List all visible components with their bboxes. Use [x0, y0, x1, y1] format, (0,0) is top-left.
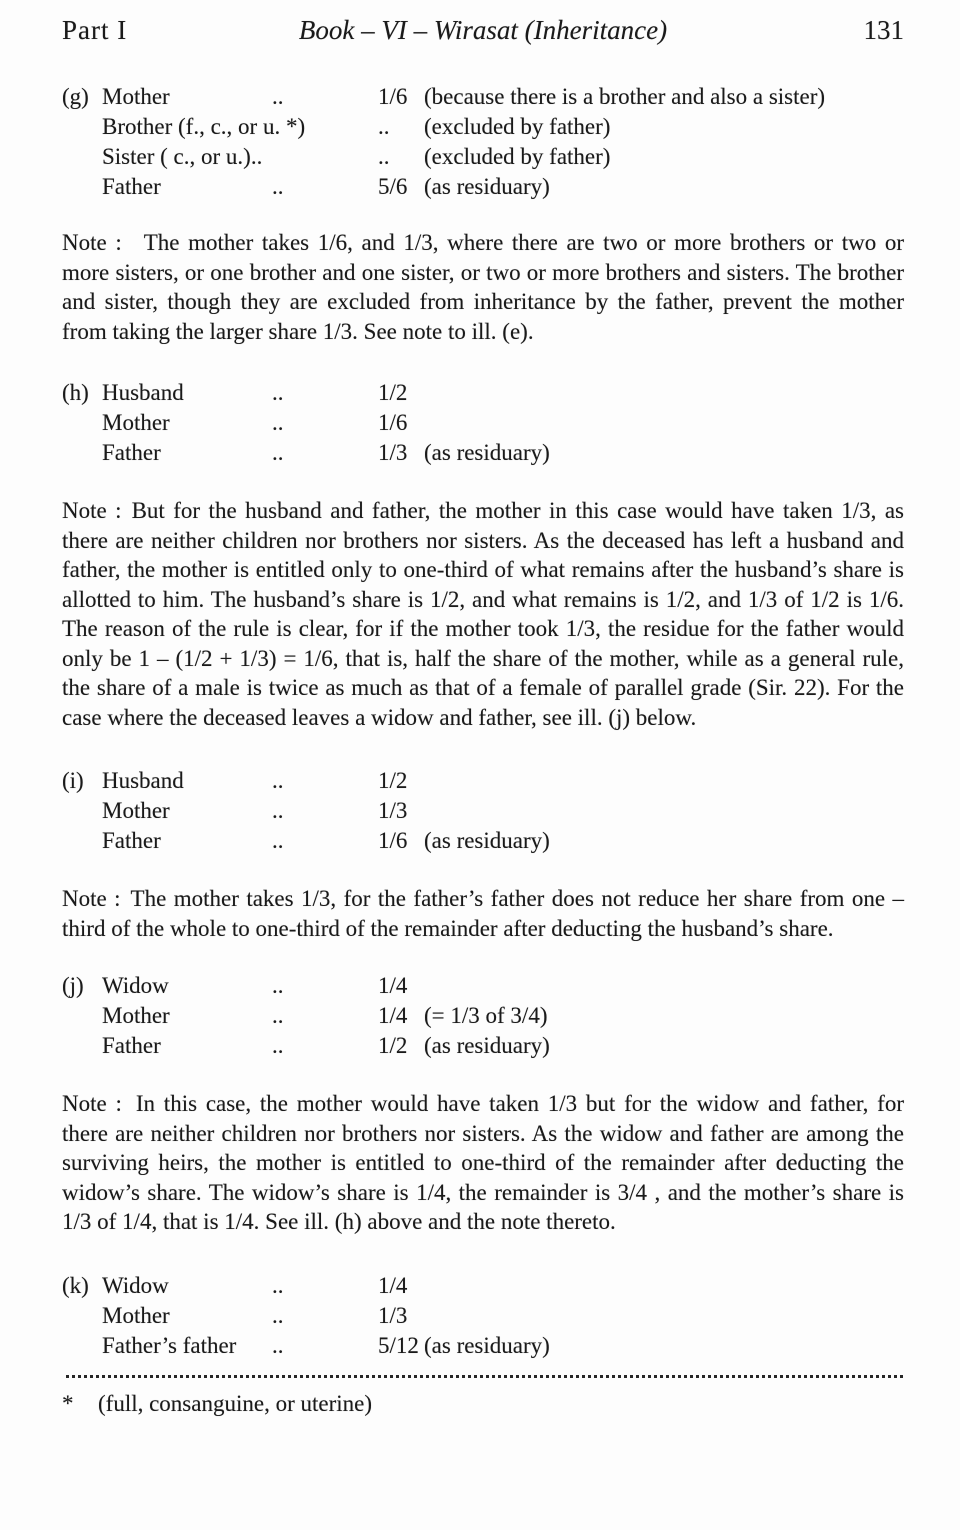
asterisk-marker: *: [62, 1390, 74, 1416]
spacer: [62, 408, 102, 438]
share-note: (as residuary): [424, 828, 550, 853]
share-note: [424, 1271, 904, 1301]
spacer: [62, 1331, 102, 1361]
table-row: [62, 1331, 904, 1361]
leader-dots: ..: [272, 1332, 284, 1358]
share-fraction: 1/6: [378, 828, 408, 853]
table-row: [62, 142, 904, 172]
share-note: [424, 796, 904, 826]
table-row: [62, 112, 904, 142]
share-note: [424, 971, 904, 1001]
leader-dots: ..: [272, 174, 284, 199]
note-label: Note :: [62, 886, 121, 911]
heir-name: Widow: [102, 973, 169, 998]
share-fraction: ..: [378, 114, 390, 139]
footnote-separator: [66, 1375, 904, 1378]
note-label: Note :: [62, 498, 122, 523]
share-fraction: 1/4: [378, 973, 408, 998]
spacer: [62, 1001, 102, 1031]
share-note: (as residuary): [424, 174, 550, 199]
heir-name: Widow: [102, 1272, 169, 1298]
heir-name: Mother: [102, 410, 170, 435]
heir-name: Mother: [102, 84, 170, 109]
note-paragraph: [62, 884, 904, 943]
share-note: (as residuary): [424, 440, 550, 465]
item-letter: (j): [62, 973, 84, 998]
share-fraction: 1/6: [378, 410, 408, 435]
spacer: [62, 438, 102, 468]
spacer: [62, 796, 102, 826]
note-paragraph: [62, 496, 904, 732]
note-text: But for the husband and father, the mother in this case would have taken 1/3, as there are neither children nor brothers nor sisters. As the deceased has left a husband and father, the mother is entitled only to one-third of what remains after the husband’s share is allotted to him. The husband’s share is 1/2, and what remains is 1/2, and 1/3 of 1/2 is 1/6. The reason of the rule is clear, for if the mother took 1/3, the residue for the father would only be 1 – (1/2 + 1/3) = 1/6, that is, half the share of the mother, while as a general rule, the share of a male is twice as much as that of a female of parallel grade (Sir. 22). For the case where the deceased leaves a widow and father, see ill. (j) below.: [62, 498, 905, 730]
leader-dots: ..: [272, 798, 284, 823]
table-row: [62, 1271, 904, 1301]
share-table-g: [62, 82, 904, 202]
note-label: Note :: [62, 1091, 122, 1116]
table-row: [62, 1001, 904, 1031]
leader-dots: ..: [272, 440, 284, 465]
share-fraction: 5/12: [378, 1332, 419, 1358]
heir-name: Father: [102, 440, 161, 465]
share-note: (as residuary): [424, 1033, 550, 1058]
spacer: [62, 826, 102, 856]
share-fraction: ..: [378, 144, 390, 169]
leader-dots: ..: [272, 84, 284, 109]
leader-dots: [272, 142, 378, 172]
page-number: 131: [863, 15, 904, 45]
table-row: [62, 1031, 904, 1061]
share-note: (excluded by father): [424, 144, 611, 169]
leader-dots: ..: [272, 1302, 284, 1328]
item-letter: (k): [62, 1272, 89, 1298]
page-header: [62, 14, 904, 46]
share-note: [424, 378, 904, 408]
share-fraction: 1/2: [378, 380, 408, 405]
table-row: [62, 796, 904, 826]
note-text: The mother takes 1/6, and 1/3, where there are two or more brothers or two or more sisters, or one brother and one sister, or two or more brothers and sisters. The brother and sister, though they are excluded from inheritance by the father, prevent the mother from taking the larger share 1/3. See note to ill. (e).: [62, 230, 904, 344]
note-paragraph: [62, 1089, 904, 1237]
share-note: [424, 408, 904, 438]
leader-dots: ..: [272, 973, 284, 998]
share-note: (because there is a brother and also a sister): [424, 84, 826, 109]
footnote: [62, 1389, 904, 1419]
heir-name: Sister ( c., or u.)..: [102, 144, 263, 169]
item-letter: (g): [62, 84, 89, 109]
share-note: (= 1/3 of 3/4): [424, 1003, 548, 1028]
heir-name: Brother (f., c., or u. *): [102, 114, 306, 139]
heir-name: Mother: [102, 1302, 170, 1328]
spacer: [62, 142, 102, 172]
spacer: [62, 112, 102, 142]
heir-name: Father: [102, 174, 161, 199]
leader-dots: [272, 112, 378, 142]
share-table-j: [62, 971, 904, 1061]
table-row: [62, 1301, 904, 1331]
heir-name: Father’s father: [102, 1332, 237, 1358]
share-table-k: [62, 1271, 904, 1361]
leader-dots: ..: [272, 1272, 284, 1298]
note-text: In this case, the mother would have taken 1/3 but for the widow and father, for there are neither children nor brothers nor sisters. As the widow and father are among the surviving heirs, the mother is entitled to one-third of the remainder after deducting the widow’s share. The widow’s share is 1/4, the remainder is 3/4 , and the mother’s share is 1/3 of 1/4, that is 1/4. See ill. (h) above and the note thereto.: [62, 1091, 904, 1234]
spacer: [62, 1301, 102, 1331]
share-fraction: 1/3: [378, 440, 408, 465]
heir-name: Mother: [102, 798, 170, 823]
share-fraction: 1/4: [378, 1003, 408, 1028]
leader-dots: ..: [272, 410, 284, 435]
share-fraction: 1/4: [378, 1272, 408, 1298]
share-fraction: 5/6: [378, 174, 408, 199]
share-note: (as residuary): [424, 1332, 550, 1358]
share-note: (excluded by father): [424, 114, 611, 139]
share-fraction: 1/6: [378, 84, 408, 109]
note-label: Note :: [62, 230, 122, 255]
table-row: [62, 826, 904, 856]
heir-name: Father: [102, 1033, 161, 1058]
leader-dots: ..: [272, 1003, 284, 1028]
note-text: The mother takes 1/3, for the father’s father does not reduce her share from one – third of the whole to one-third of the remainder after deducting the husband’s share.: [62, 886, 904, 941]
share-fraction: 1/2: [378, 768, 408, 793]
leader-dots: ..: [272, 828, 284, 853]
table-row: [62, 766, 904, 796]
share-fraction: 1/3: [378, 1302, 408, 1328]
spacer: [62, 172, 102, 202]
leader-dots: ..: [272, 768, 284, 793]
share-fraction: 1/3: [378, 798, 408, 823]
heir-name: Mother: [102, 1003, 170, 1028]
leader-dots: ..: [272, 380, 284, 405]
share-note: [424, 766, 904, 796]
heir-name: Father: [102, 828, 161, 853]
leader-dots: ..: [272, 1033, 284, 1058]
share-table-i: [62, 766, 904, 856]
table-row: [62, 971, 904, 1001]
note-paragraph: [62, 228, 904, 346]
table-row: [62, 378, 904, 408]
spacer: [62, 1031, 102, 1061]
share-table-h: [62, 378, 904, 468]
heir-name: Husband: [102, 768, 184, 793]
table-row: [62, 172, 904, 202]
share-fraction: 1/2: [378, 1033, 408, 1058]
share-note: [424, 1301, 904, 1331]
part-label: Part I: [62, 15, 128, 45]
table-row: [62, 82, 904, 112]
book-title: Book – VI – Wirasat (Inheritance): [298, 15, 668, 45]
item-letter: (i): [62, 768, 84, 793]
table-row: [62, 408, 904, 438]
heir-name: Husband: [102, 380, 184, 405]
item-letter: (h): [62, 380, 89, 405]
table-row: [62, 438, 904, 468]
footnote-text: (full, consanguine, or uterine): [98, 1390, 372, 1416]
